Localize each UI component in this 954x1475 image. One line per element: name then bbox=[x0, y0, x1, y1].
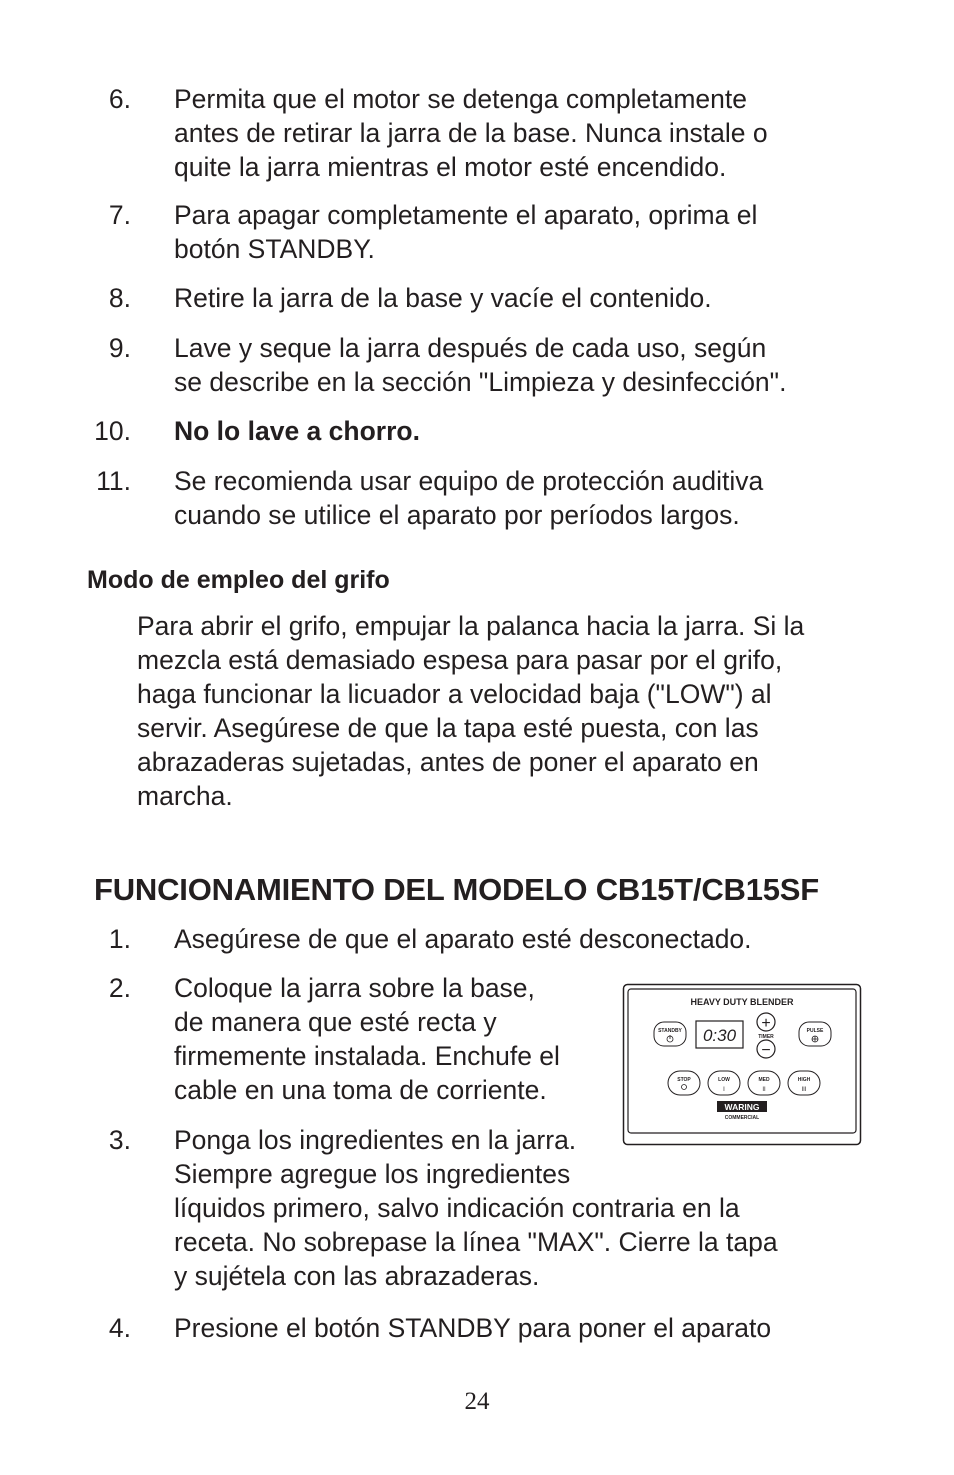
section-paragraph bbox=[137, 609, 877, 813]
text-line: mezcla está demasiado espesa para pasar por el grifo, bbox=[137, 645, 783, 675]
stop-label: STOP bbox=[677, 1077, 691, 1083]
stop-button bbox=[668, 1071, 700, 1095]
text-line: marcha. bbox=[137, 781, 233, 811]
text-line: Lave y seque la jarra después de cada uso, según bbox=[174, 333, 767, 363]
high-speed-mark: III bbox=[801, 1087, 807, 1093]
timer-buttons bbox=[757, 1013, 775, 1059]
text-line: Para apagar completamente el aparato, oprima el bbox=[174, 200, 758, 230]
text-line: Coloque la jarra sobre la base, bbox=[174, 973, 535, 1003]
med-button bbox=[748, 1071, 780, 1095]
text-line: firmemente instalada. Enchufe el bbox=[174, 1041, 560, 1071]
item-number: 2. bbox=[108, 973, 131, 1003]
high-label: HIGH bbox=[797, 1077, 811, 1083]
standby-button bbox=[654, 1022, 686, 1046]
text-line: antes de retirar la jarra de la base. Nunca instale o bbox=[174, 118, 768, 148]
item-number: 7. bbox=[108, 200, 131, 230]
item-number: 6. bbox=[108, 84, 131, 114]
text-line: cable en una toma de corriente. bbox=[174, 1075, 547, 1105]
item-number: 4. bbox=[108, 1313, 131, 1343]
minus-icon: − bbox=[761, 1042, 771, 1059]
timer-label: TIMER bbox=[758, 1034, 774, 1040]
text-line: cuando se utilice el aparato por períodos largos. bbox=[174, 500, 740, 530]
text-line: haga funcionar la licuador a velocidad baja ("LOW") al bbox=[137, 679, 772, 709]
text-line: Siempre agregue los ingredientes bbox=[174, 1159, 571, 1189]
item-number: 1. bbox=[108, 924, 131, 954]
low-label: LOW bbox=[718, 1077, 730, 1083]
pulse-label: PULSE bbox=[806, 1028, 824, 1034]
text-line: líquidos primero, salvo indicación contraria en la bbox=[174, 1193, 740, 1223]
pulse-button bbox=[799, 1022, 831, 1046]
standby-label: STANDBY bbox=[658, 1028, 682, 1034]
text-line: receta. No sobrepase la línea "MAX". Cierre la tapa bbox=[174, 1227, 778, 1257]
blender-control-panel-illustration bbox=[622, 983, 862, 1146]
text-line: se describe en la sección "Limpieza y desinfección". bbox=[174, 367, 787, 397]
brand-subtitle: COMMERCIAL bbox=[724, 1115, 760, 1121]
item-text bbox=[174, 198, 874, 266]
med-speed-mark: II bbox=[762, 1087, 766, 1093]
med-label: MED bbox=[758, 1077, 770, 1083]
item-text bbox=[174, 922, 874, 956]
item-text bbox=[174, 281, 874, 315]
text-line: Permita que el motor se detenga completamente bbox=[174, 84, 748, 114]
text-line: de manera que esté recta y bbox=[174, 1007, 497, 1037]
text-line: servir. Asegúrese de que la tapa esté puesta, con las bbox=[137, 713, 759, 743]
text-line: botón STANDBY. bbox=[174, 234, 375, 264]
item-text bbox=[174, 1311, 874, 1345]
text-line: Retire la jarra de la base y vacíe el contenido. bbox=[174, 283, 712, 313]
item-number: 10. bbox=[94, 416, 131, 446]
text-line: abrazaderas sujetadas, antes de poner el aparato en bbox=[137, 747, 759, 777]
item-text bbox=[174, 1123, 874, 1293]
low-button bbox=[708, 1071, 740, 1095]
item-text bbox=[174, 331, 874, 399]
plus-icon: + bbox=[761, 1015, 771, 1032]
item-text bbox=[174, 82, 874, 184]
section-subheading: Modo de empleo del grifo bbox=[87, 566, 390, 594]
text-line: No lo lave a chorro. bbox=[174, 416, 420, 446]
text-line: Ponga los ingredientes en la jarra. bbox=[174, 1125, 577, 1155]
item-number: 11. bbox=[96, 466, 131, 496]
text-line: Se recomienda usar equipo de protección auditiva bbox=[174, 466, 764, 496]
text-line: y sujétela con las abrazaderas. bbox=[174, 1261, 540, 1291]
text-line: Asegúrese de que el aparato esté desconectado. bbox=[174, 924, 752, 954]
item-number: 3. bbox=[108, 1125, 131, 1155]
item-text bbox=[174, 414, 874, 448]
item-text bbox=[174, 971, 614, 1107]
item-number: 8. bbox=[108, 283, 131, 313]
page-number: 24 bbox=[464, 1388, 490, 1415]
panel-title: HEAVY DUTY BLENDER bbox=[690, 997, 794, 1007]
timer-display: 0:30 bbox=[702, 1026, 737, 1045]
high-button bbox=[788, 1071, 820, 1095]
section-heading: FUNCIONAMIENTO DEL MODELO CB15T/CB15SF bbox=[94, 872, 819, 907]
item-number: 9. bbox=[108, 333, 131, 363]
text-line: Presione el botón STANDBY para poner el aparato bbox=[174, 1313, 772, 1343]
item-text bbox=[174, 464, 874, 532]
low-speed-mark: I bbox=[723, 1087, 725, 1093]
text-line: Para abrir el grifo, empujar la palanca hacia la jarra. Si la bbox=[137, 611, 805, 641]
pulse-icon bbox=[812, 1036, 818, 1042]
text-line: quite la jarra mientras el motor esté encendido. bbox=[174, 152, 727, 182]
brand-name: WARING bbox=[724, 1102, 760, 1112]
